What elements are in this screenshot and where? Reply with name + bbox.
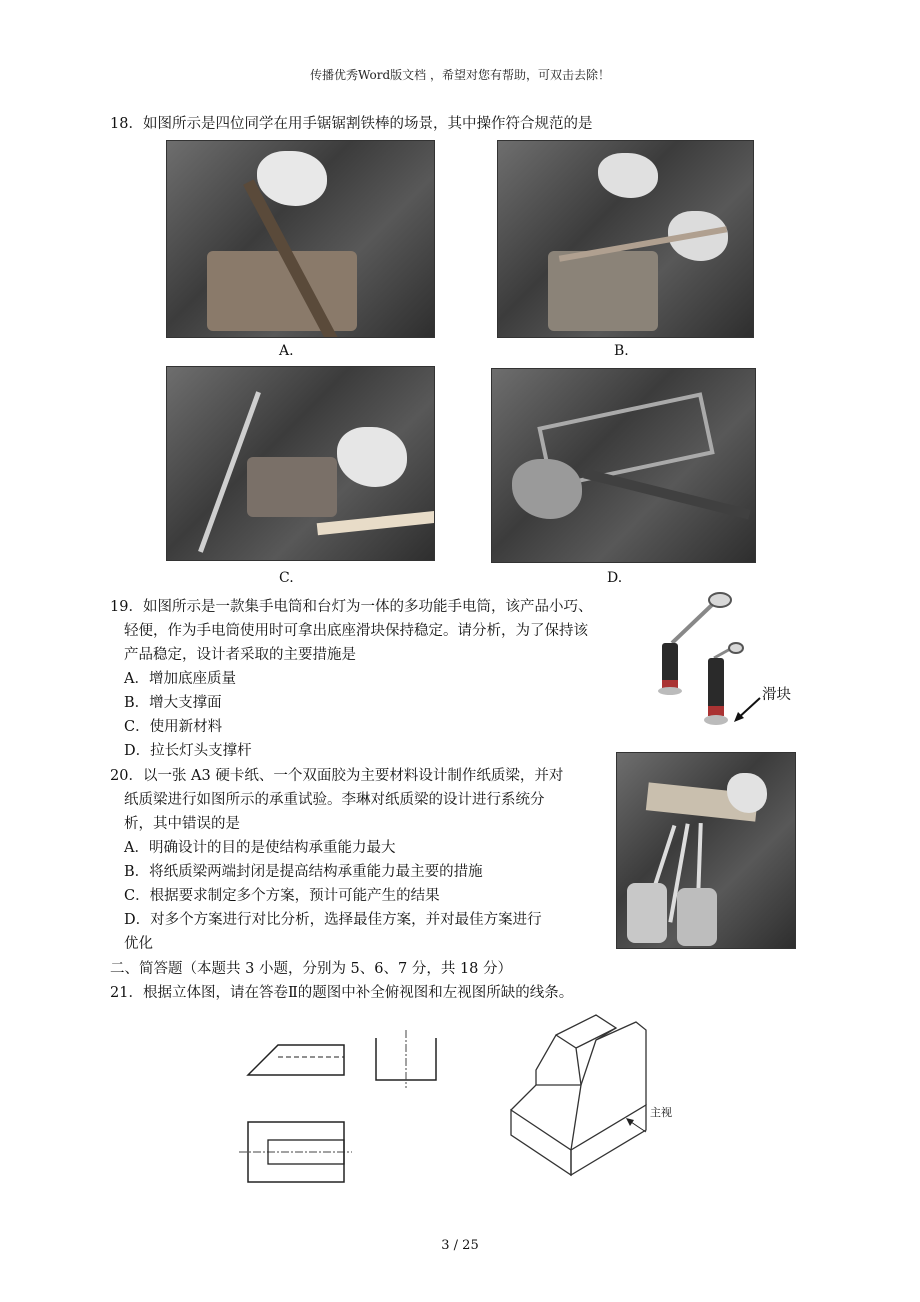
- q20-option-a: A．明确设计的目的是使结构承重能力最大: [124, 840, 396, 856]
- caption-b: B.: [614, 343, 629, 359]
- q19-line-3: 产品稳定，设计者采取的主要措施是: [124, 647, 356, 663]
- q19-option-d: D．拉长灯头支撑杆: [124, 743, 252, 759]
- slider-label: 滑块: [762, 687, 791, 703]
- q19-option-c: C．使用新材料: [124, 719, 223, 735]
- q20-option-d-cont: 优化: [124, 936, 153, 952]
- page-header: 传播优秀Word版文档 ，希望对您有帮助，可双击去除！: [310, 68, 610, 82]
- photo-b: [497, 140, 754, 338]
- section-2-heading: 二、简答题（本题共 3 小题，分别为 5、6、7 分，共 18 分）: [110, 961, 513, 977]
- q20-line-1: 20．以一张 A3 硬卡纸、一个双面胶为主要材料设计制作纸质梁，并对: [110, 768, 564, 784]
- q19-option-a: A．增加底座质量: [124, 671, 236, 687]
- photo-d: [491, 368, 756, 563]
- caption-c: C.: [279, 570, 294, 586]
- flashlight-figure: [652, 588, 802, 738]
- q20-line-2: 纸质梁进行如图所示的承重试验。李琳对纸质梁的设计进行系统分: [124, 792, 545, 808]
- caption-d: D.: [607, 570, 623, 586]
- q21-stem: 21．根据立体图，请在答卷Ⅱ的题图中补全俯视图和左视图所缺的线条。: [110, 985, 574, 1001]
- q18-stem: 18．如图所示是四位同学在用手锯锯割铁棒的场景，其中操作符合规范的是: [110, 116, 593, 132]
- caption-a: A.: [279, 343, 294, 359]
- q20-line-3: 析，其中错误的是: [124, 816, 240, 832]
- paper-beam-photo: [616, 752, 796, 949]
- q20-option-c: C．根据要求制定多个方案，预计可能产生的结果: [124, 888, 440, 904]
- page-number: 3 / 25: [441, 1238, 479, 1253]
- q19-line-2: 轻便，作为手电筒使用时可拿出底座滑块保持稳定。请分析，为了保持该: [124, 623, 588, 639]
- front-view: [248, 1045, 344, 1075]
- q19-option-b: B．增大支撑面: [124, 695, 222, 711]
- photo-a: [166, 140, 435, 338]
- photo-c: [166, 366, 435, 561]
- front-view-label: 主视: [650, 1106, 672, 1119]
- orthographic-drawing: [236, 1010, 696, 1200]
- isometric-view: [511, 1015, 646, 1175]
- q20-option-d: D．对多个方案进行对比分析，选择最佳方案，并对最佳方案进行: [124, 912, 542, 928]
- q19-line-1: 19．如图所示是一款集手电筒和台灯为一体的多功能手电筒，该产品小巧、: [110, 599, 593, 615]
- q20-option-b: B．将纸质梁两端封闭是提高结构承重能力最主要的措施: [124, 864, 483, 880]
